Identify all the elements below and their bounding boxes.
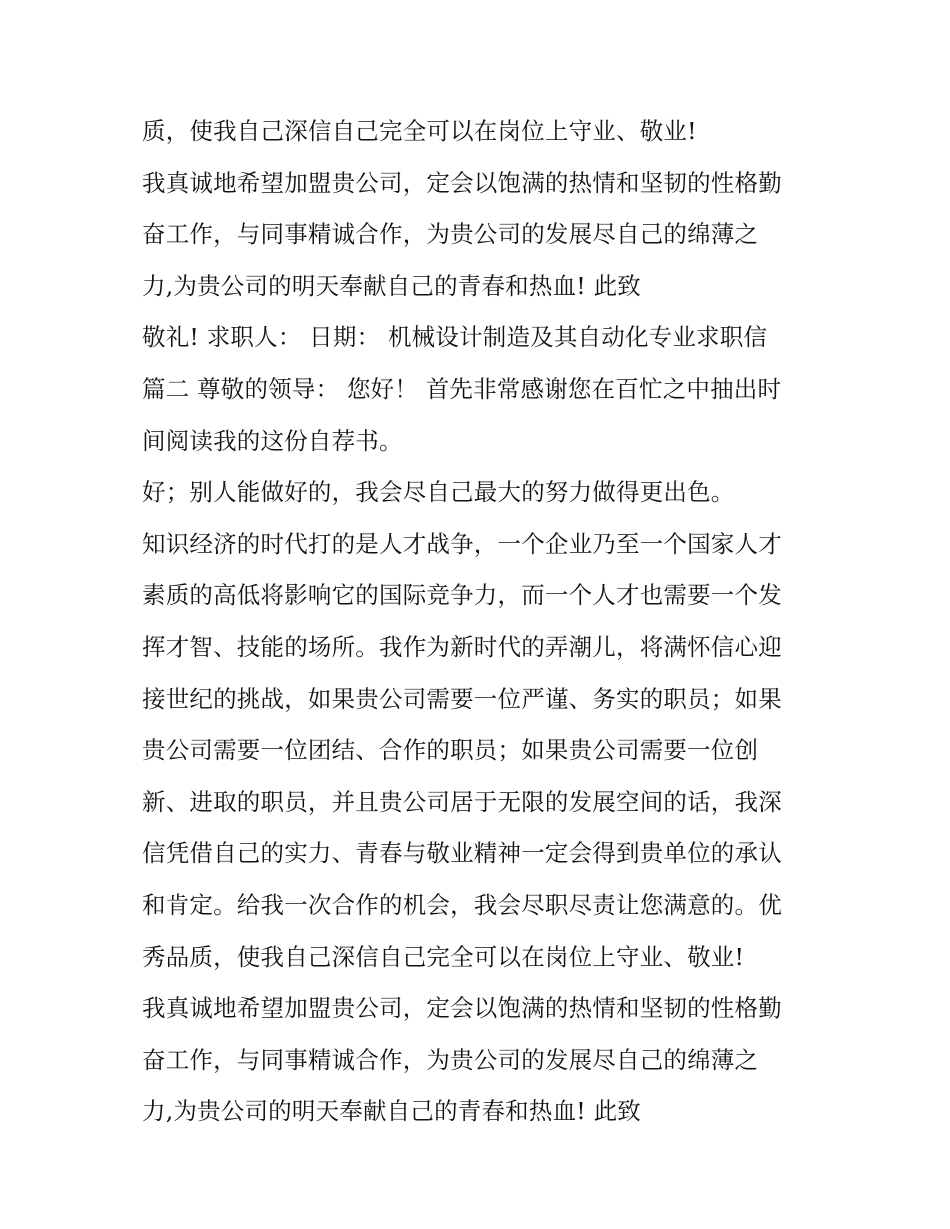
- text-line: 知识经济的时代打的是人才战争，一个企业乃至一个国家人才: [142, 529, 782, 558]
- text-line: 我真诚地希望加盟贵公司，定会以饱满的热情和坚韧的性格勤: [142, 994, 782, 1023]
- text-line: 新、进取的职员，并且贵公司居于无限的发展空间的话，我深: [142, 787, 782, 816]
- text-line: 贵公司需要一位团结、合作的职员；如果贵公司需要一位创: [142, 736, 759, 765]
- text-line: 间阅读我的这份自荐书。: [142, 426, 403, 455]
- text-line: 挥才智、技能的场所。我作为新时代的弄潮儿，将满怀信心迎: [142, 632, 782, 661]
- text-line: 力,为贵公司的明天奉献自己的青春和热血! 此致: [142, 271, 641, 300]
- text-line: 质，使我自己深信自己完全可以在岗位上守业、敬业!: [142, 117, 697, 145]
- text-line: 我真诚地希望加盟贵公司，定会以饱满的热情和坚韧的性格勤: [142, 168, 782, 197]
- text-line: 素质的高低将影响它的国际竞争力，而一个人才也需要一个发: [142, 581, 782, 610]
- text-line: 秀品质，使我自己深信自己完全可以在岗位上守业、敬业!: [142, 942, 745, 971]
- text-line: 力,为贵公司的明天奉献自己的青春和热血! 此致: [142, 1097, 641, 1126]
- text-line: 敬礼! 求职人： 日期： 机械设计制造及其自动化专业求职信: [142, 323, 768, 352]
- document-body: [142, 106, 822, 1138]
- text-line: 信凭借自己的实力、青春与敬业精神一定会得到贵单位的承认: [142, 839, 782, 868]
- text-line: 接世纪的挑战，如果贵公司需要一位严谨、务实的职员；如果: [142, 684, 782, 713]
- text-line: 和肯定。给我一次合作的机会，我会尽职尽责让您满意的。优: [142, 890, 782, 919]
- text-line: 奋工作，与同事精诚合作，为贵公司的发展尽自己的绵薄之: [142, 1045, 759, 1074]
- text-line: 奋工作，与同事精诚合作，为贵公司的发展尽自己的绵薄之: [142, 220, 759, 249]
- text-line: 篇二 尊敬的领导： 您好！ 首先非常感谢您在百忙之中抽出时: [142, 374, 782, 403]
- text-line: 好；别人能做好的，我会尽自己最大的努力做得更出色。: [142, 478, 735, 507]
